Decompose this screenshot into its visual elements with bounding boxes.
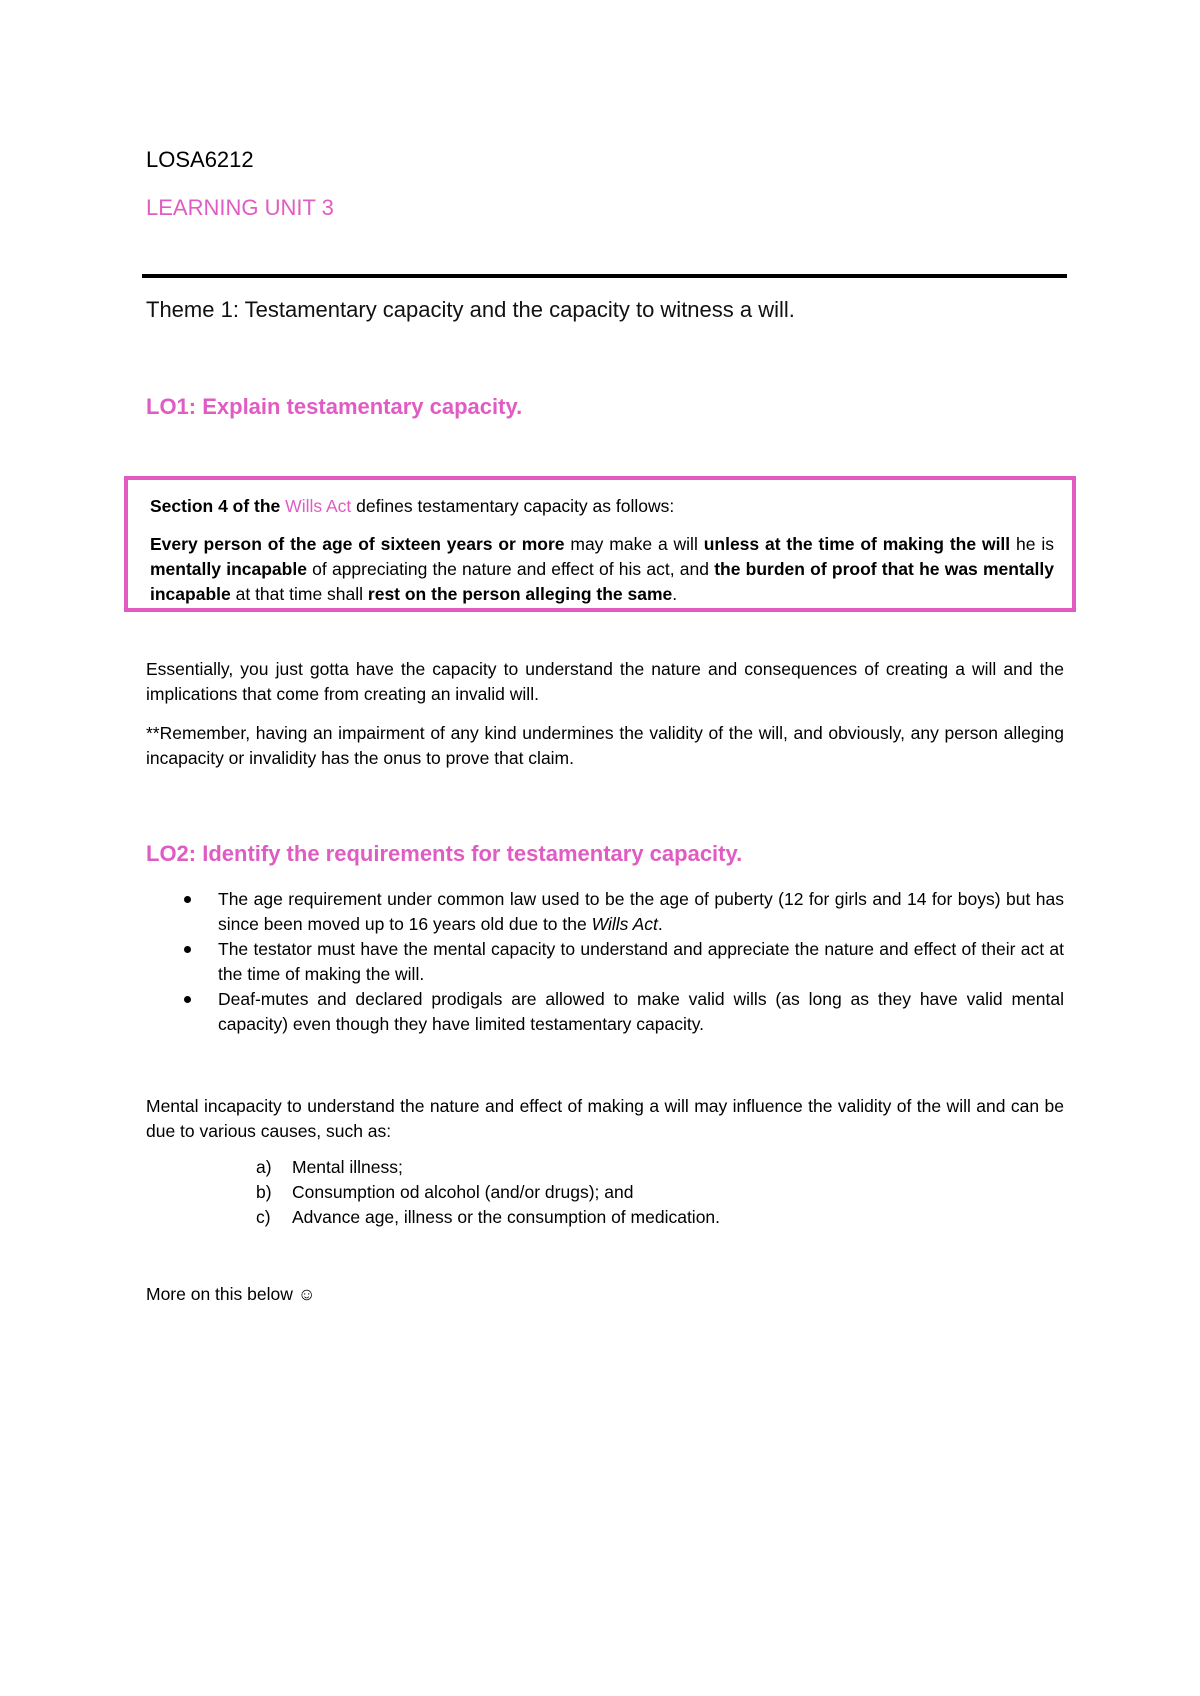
quote-intro <box>150 494 1054 519</box>
remember-paragraph: **Remember, having an impairment of any kind undermines the validity of the will, and obviously, any person alleging incapacity or invalidity has the onus to prove that claim. <box>146 723 1064 768</box>
essentially-paragraph: Essentially, you just gotta have the capacity to understand the nature and consequences of creating a will and the implications that come from creating an invalid will. <box>146 659 1064 704</box>
more-below-paragraph: More on this below ☺ <box>146 1284 316 1304</box>
list-item <box>146 1180 1046 1205</box>
list-item-text: The testator must have the mental capacity to understand and appreciate the nature and effect of their act at the time of making the will. <box>218 939 1064 984</box>
quote-part: of appreciating the nature and effect of his act, and <box>312 559 709 579</box>
lo2-heading: LO2: Identify the requirements for testamentary capacity. <box>146 841 743 866</box>
quote-part: unless at the time of making the will <box>703 534 1011 554</box>
list-item-text: Deaf-mutes and declared prodigals are allowed to make valid wills (as long as they have valid mental capacity) even though they have limited testamentary capacity. <box>218 989 1064 1034</box>
list-item-text: Consumption od alcohol (and/or drugs); and <box>292 1182 634 1202</box>
lo1-heading: LO1: Explain testamentary capacity. <box>146 394 523 419</box>
quote-part: the burden of proof that he was mentally incapable <box>150 559 1054 604</box>
quote-intro-rest: defines testamentary capacity as follows: <box>356 496 675 516</box>
list-item <box>146 937 1064 987</box>
list-item-text: The age requirement under common law used to be the age of puberty (12 for girls and 14 for boys) but has since been moved up to 16 years old due to the <box>218 889 1064 934</box>
learning-unit-title: LEARNING UNIT 3 <box>146 195 334 220</box>
list-item-italic: Wills Act <box>591 914 658 934</box>
bullet-icon <box>184 946 191 953</box>
list-marker: b) <box>256 1182 272 1202</box>
list-item <box>146 887 1064 937</box>
quote-part: he is <box>1016 534 1054 554</box>
theme-title: Theme 1: Testamentary capacity and the capacity to witness a will. <box>146 297 795 322</box>
causes-list <box>146 1155 1046 1230</box>
quote-intro-bold: Section 4 of the <box>150 496 281 516</box>
quote-part: Every person of the age of sixteen years or more <box>150 534 565 554</box>
list-marker: c) <box>256 1207 271 1227</box>
list-item-text: Advance age, illness or the consumption of medication. <box>292 1207 721 1227</box>
quote-part: at that time shall <box>235 584 364 604</box>
list-item-text: Mental illness; <box>292 1157 403 1177</box>
list-item <box>146 1205 1046 1230</box>
horizontal-rule <box>142 274 1067 278</box>
list-marker: a) <box>256 1157 272 1177</box>
quote-part: . <box>672 584 678 604</box>
requirements-list <box>146 887 1064 1037</box>
section-4-quote <box>150 532 1054 607</box>
quote-part: rest on the person alleging the same <box>367 584 673 604</box>
wills-act-quote-box <box>124 476 1076 612</box>
quote-part: may make a will <box>570 534 698 554</box>
wills-act-reference: Wills Act <box>285 496 352 516</box>
bullet-icon <box>184 896 191 903</box>
bullet-icon <box>184 996 191 1003</box>
quote-part: mentally incapable <box>150 559 307 579</box>
course-code: LOSA6212 <box>146 147 254 172</box>
list-item <box>146 987 1064 1037</box>
list-item <box>146 1155 1046 1180</box>
list-item-end: . <box>657 914 663 934</box>
mental-incapacity-paragraph: Mental incapacity to understand the nature and effect of making a will may influence the validity of the will and can be due to various causes, such as: <box>146 1096 1064 1141</box>
